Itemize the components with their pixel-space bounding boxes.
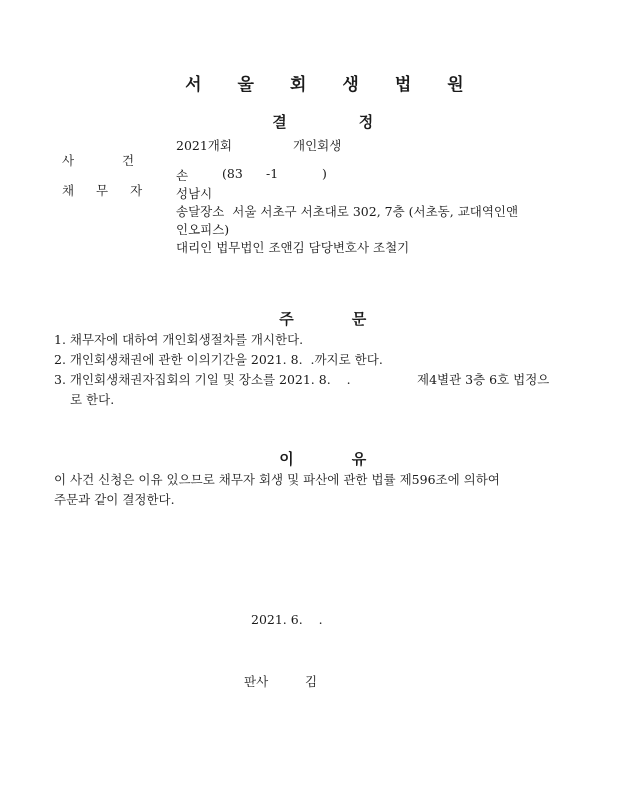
debtor-id-close: ) [322, 166, 327, 181]
court-char: 생 [342, 75, 361, 95]
debtor-label: 채 무 자 [61, 183, 143, 198]
court-char: 회 [289, 75, 309, 95]
order-item-3-venue: 제4별관 3층 6호 법정으 [417, 372, 550, 387]
reason-heading: 이 유 [279, 450, 367, 468]
reason-text-line-2: 주문과 같이 결정한다. [54, 492, 175, 507]
court-char: 원 [447, 75, 466, 95]
debtor-name: 손 [176, 168, 189, 183]
order-item-1: 1. 채무자에 대하여 개인회생절차를 개시한다. [54, 332, 304, 347]
order-heading: 주 문 [279, 310, 367, 328]
court-name [0, 50, 635, 95]
reason-text-line-1: 이 사건 신청은 이유 있으므로 채무자 회생 및 파산에 관한 법률 제596조에 의하여 [54, 472, 500, 487]
debtor-service-address-cont: 인오피스) [176, 222, 230, 237]
case-label: 사 건 [61, 153, 135, 168]
debtor-id-mid: -1 [266, 166, 279, 181]
judge-name: 김 [305, 674, 318, 689]
debtor-representative: 대리인 법무법인 조앤김 담당변호사 조철기 [176, 240, 410, 255]
title-char: 결 [272, 113, 287, 131]
court-char: 울 [237, 75, 256, 95]
judge-title: 판사 [244, 674, 269, 689]
case-number: 2021개회 [176, 138, 232, 153]
debtor-city: 성남시 [176, 186, 213, 201]
decision-date: 2021. 6. . [251, 612, 323, 627]
debtor-id-open: (83 [222, 166, 243, 181]
debtor-service-address: 송달장소 서울 서초구 서초대로 302, 7층 (서초동, 교대역인앤 [176, 204, 519, 219]
document-title [0, 93, 635, 132]
title-char: 정 [358, 113, 374, 131]
court-char: 법 [394, 75, 414, 95]
order-item-3-cont: 로 한다. [70, 392, 115, 407]
case-type: 개인회생 [293, 138, 342, 153]
court-char: 서 [185, 75, 204, 95]
order-item-3: 3. 개인회생채권자집회의 기일 및 장소를 2021. 8. . [54, 372, 351, 387]
order-item-2: 2. 개인회생채권에 관한 이의기간을 2021. 8. .까지로 한다. [54, 352, 383, 367]
